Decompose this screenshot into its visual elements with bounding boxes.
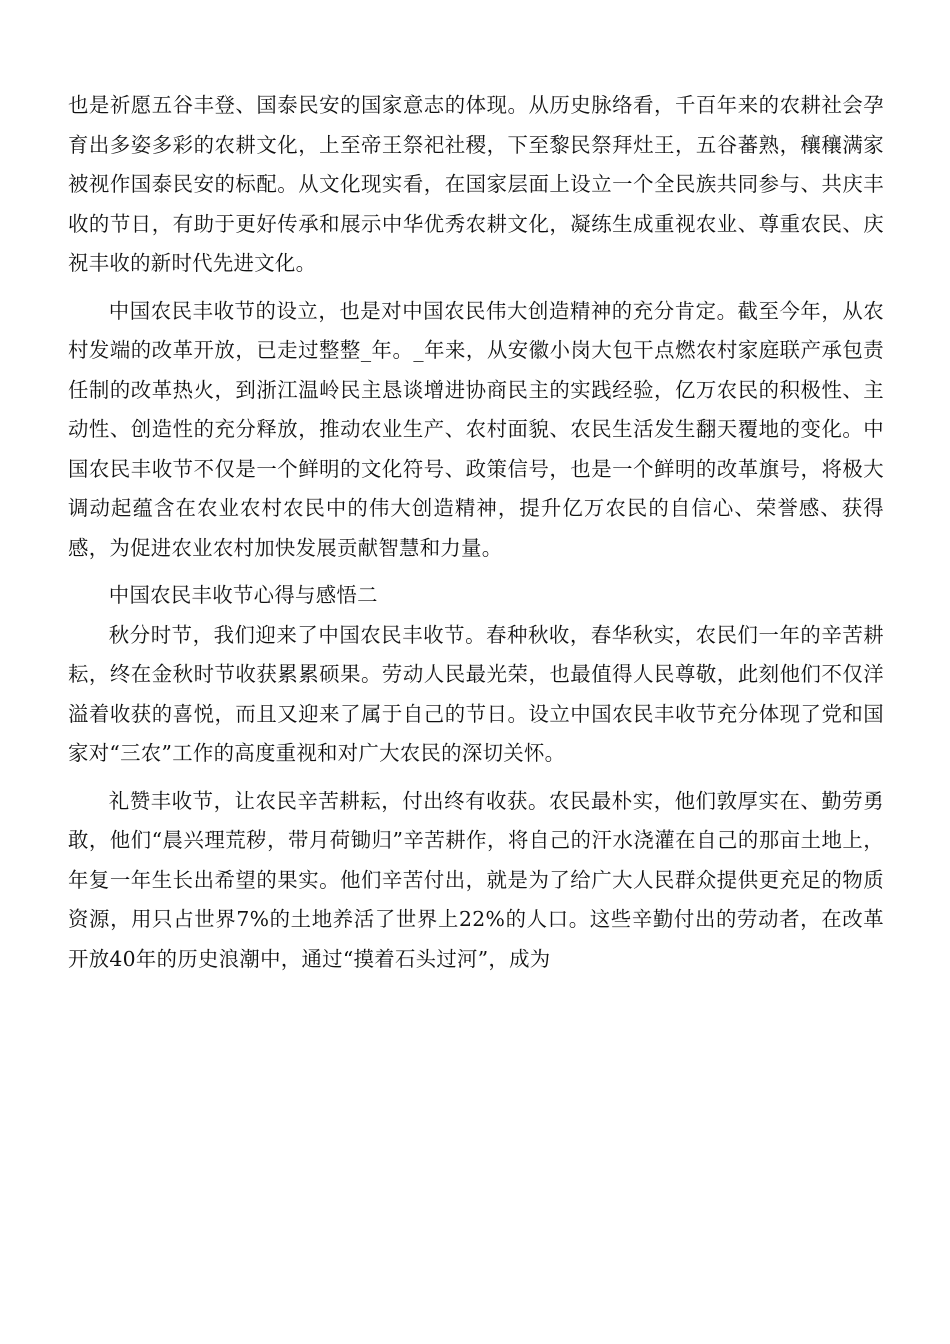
paragraph-continuation: 也是祈愿五谷丰登、国泰民安的国家意志的体现。从历史脉络看，千百年来的农耕社会孕育出多姿多彩的农耕文化，上至帝王祭祀社稷，下至黎民祭拜灶王，五谷蕃熟，穰穰满家被视作国泰民安的标配。从文化现实看，在国家层面上设立一个全民族共同参与、共庆丰收的节日，有助于更好传承和展示中华优秀农耕文化，凝练生成重视农业、尊重农民、庆祝丰收的新时代先进文化。 bbox=[68, 93, 884, 275]
document-page bbox=[68, 86, 884, 979]
paragraph-innovation-spirit: 中国农民丰收节的设立，也是对中国农民伟大创造精神的充分肯定。截至今年，从农村发端的改革开放，已走过整整_年。_年来，从安徽小岗大包干点燃农村家庭联产承包责任制的改革热火，到浙江温岭民主恳谈增进协商民主的实践经验，亿万农民的积极性、主动性、创造性的充分释放，推动农业生产、农村面貌、农民生活发生翻天覆地的变化。中国农民丰收节不仅是一个鲜明的文化符号、政策信号，也是一个鲜明的改革旗号，将极大调动起蕴含在农业农村农民中的伟大创造精神，提升亿万农民的自信心、荣誉感、获得感，为促进农业农村加快发展贡献智慧和力量。 bbox=[68, 298, 884, 560]
paragraph-autumn-festival: 秋分时节，我们迎来了中国农民丰收节。春种秋收，春华秋实，农民们一年的辛苦耕耘，终在金秋时节收获累累硕果。劳动人民最光荣，也最值得人民尊敬，此刻他们不仅洋溢着收获的喜悦，而且又迎来了属于自己的节日。设立中国农民丰收节充分体现了党和国家对“三农”工作的高度重视和对广大农民的深切关怀。 bbox=[68, 622, 884, 765]
paragraph-praise-harvest: 礼赞丰收节，让农民辛苦耕耘，付出终有收获。农民最朴实，他们敦厚实在、勤劳勇敢，他们“晨兴理荒秽，带月荷锄归”辛苦耕作，将自己的汗水浇灌在自己的那亩土地上，年复一年生长出希望的果实。他们辛苦付出，就是为了给广大人民群众提供更充足的物质资源，用只占世界7%的土地养活了世界上22%的人口。这些辛勤付出的劳动者，在改革开放40年的历史浪潮中，通过“摸着石头过河”，成为 bbox=[68, 788, 884, 971]
section-heading: 中国农民丰收节心得与感悟二 bbox=[108, 583, 378, 607]
